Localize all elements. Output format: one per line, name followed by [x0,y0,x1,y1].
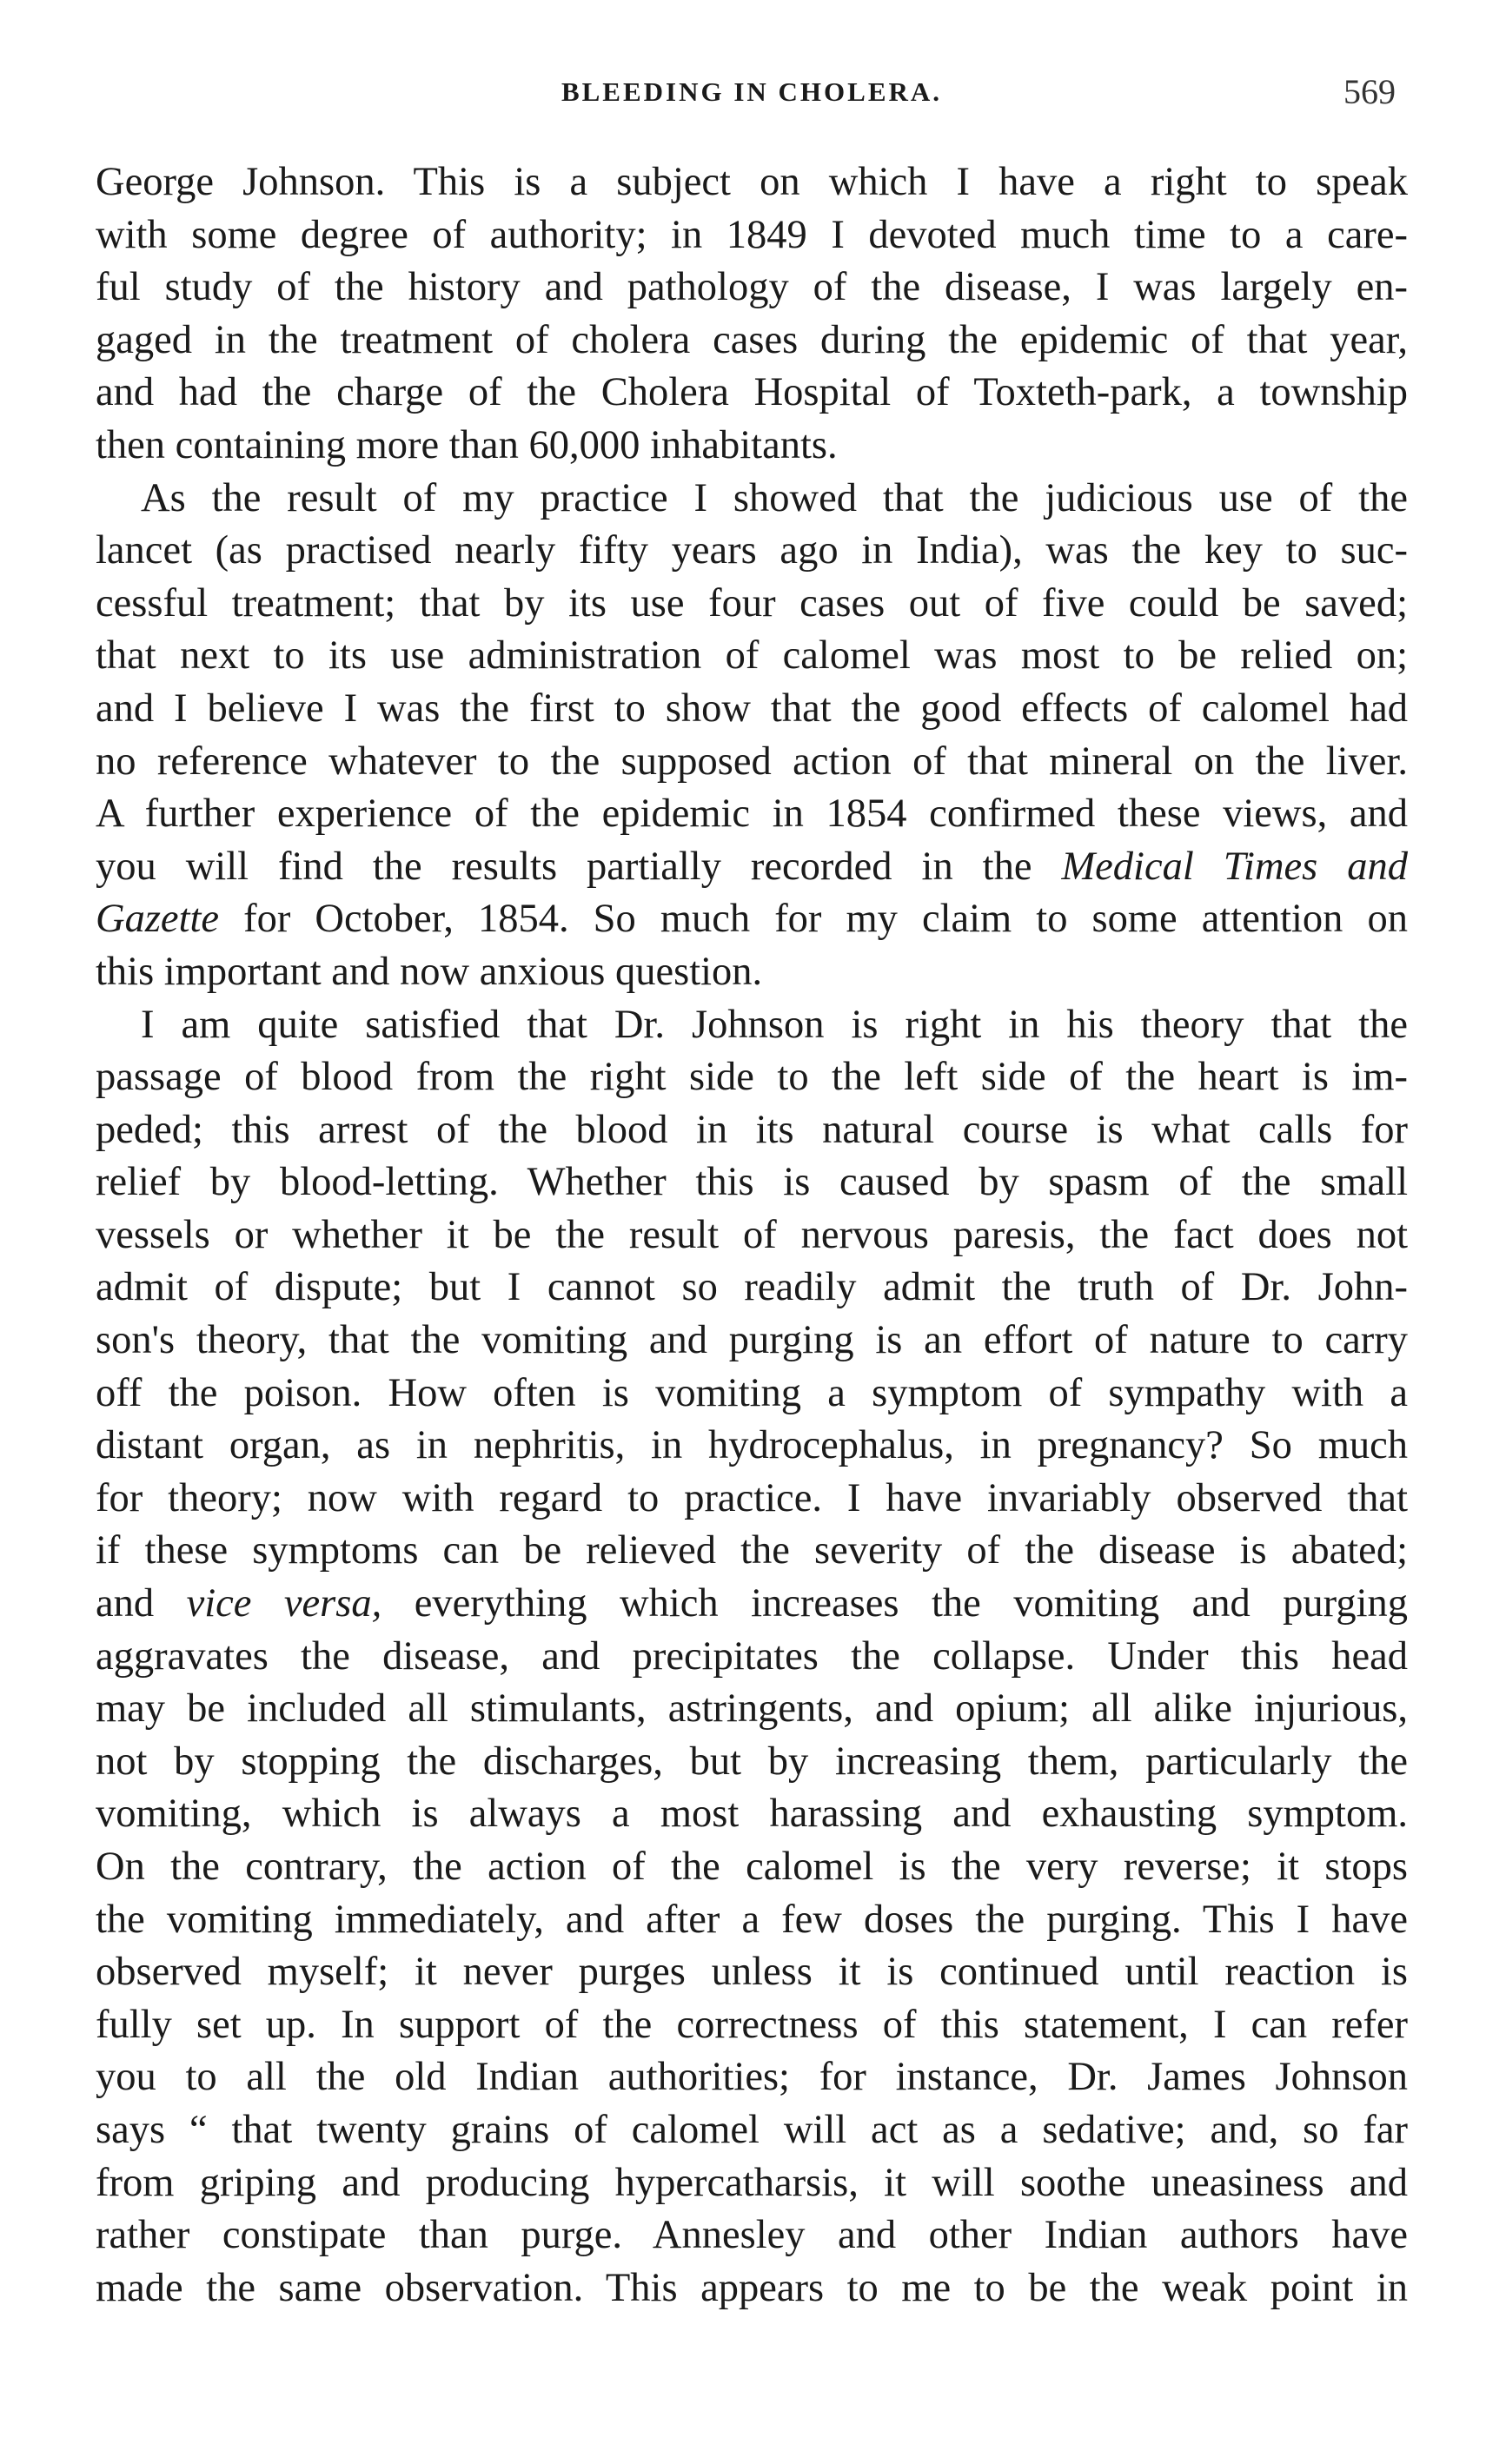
page-header [96,72,1408,129]
text-line: peded; this arrest of the blood in its natural course is what calls for [96,1107,1408,1152]
text-line: rather constipate than purge. Annesley and other Indian authors have [96,2213,1408,2258]
text-line: fully set up. In support of the correctness of this statement, I can refer [96,2002,1408,2047]
text-line: vessels or whether it be the result of nervous paresis, the fact does not [96,1212,1408,1257]
text-line: you will find the results partially recorded in the Medical Times and [96,844,1408,889]
text-line: the vomiting immediately, and after a few doses the purging. This I have [96,1897,1408,1942]
text-line: may be included all stimulants, astringents, and opium; all alike injurious, [96,1686,1408,1732]
text-line: On the contrary, the action of the calomel is the very reverse; it stops [96,1845,1408,1889]
text-line: and had the charge of the Cholera Hospital of Toxteth-park, a township [96,370,1408,415]
text-line: with some degree of authority; in 1849 I devoted much time to a care- [96,212,1408,257]
text-line: passage of blood from the right side to the left side of the heart is im- [96,1055,1408,1100]
text-line: then containing more than 60,000 inhabitants. [96,422,838,467]
text-line: Gazette for October, 1854. So much for my claim to some attention on [96,897,1408,942]
text-line: no reference whatever to the supposed action of that mineral on the liver. [96,739,1408,784]
text-line: if these symptoms can be relieved the severity of the disease is abated; [96,1528,1408,1573]
text-line: for theory; now with regard to practice. I have invariably observed that [96,1475,1408,1520]
text-line: gaged in the treatment of cholera cases during the epidemic of that year, [96,317,1408,362]
paragraph-1 [96,156,1408,473]
paragraph-3 [96,999,1408,2315]
text-line: off the poison. How often is vomiting a symptom of sympathy with a [96,1370,1408,1415]
text-line: cessful treatment; that by its use four cases out of five could be saved; [96,580,1408,626]
text-line: son's theory, that the vomiting and purging is an effort of nature to carry [96,1318,1408,1363]
text-line: vomiting, which is always a most harassing and exhausting symptom. [96,1792,1408,1837]
text-line: you to all the old Indian authorities; for instance, Dr. James Johnson [96,2055,1408,2100]
text-line: I am quite satisfied that Dr. Johnson is right in his theory that the [141,1002,1408,1047]
text-line: relief by blood-letting. Whether this is caused by spasm of the small [96,1160,1408,1205]
text-line: observed myself; it never purges unless it is continued until reaction is [96,1950,1408,1995]
text-line: ful study of the history and pathology of the disease, I was largely en- [96,265,1408,310]
text-line: this important and now anxious question. [96,949,763,994]
text-line: admit of dispute; but I cannot so readily admit the truth of Dr. John- [96,1265,1408,1310]
text-line: As the result of my practice I showed that the judicious use of the [141,475,1408,520]
text-line: from griping and producing hypercatharsis, it will soothe uneasiness and [96,2160,1408,2205]
running-head: BLEEDING IN CHOLERA. [561,76,943,107]
text-line: aggravates the disease, and precipitates the collapse. Under this head [96,1633,1408,1679]
text-line: made the same observation. This appears to me to be the weak point in [96,2265,1408,2310]
text-line: that next to its use administration of calomel was most to be relied on; [96,633,1408,679]
paragraph-2 [96,473,1408,999]
text-line: not by stopping the discharges, but by increasing them, particularly the [96,1739,1408,1784]
text-line: George Johnson. This is a subject on which I have a right to speak [96,160,1408,204]
text-line: distant organ, as in nephritis, in hydrocephalus, in pregnancy? So much [96,1423,1408,1468]
body-text [96,156,1408,2315]
text-line: and I believe I was the first to show that the good effects of calomel had [96,686,1408,731]
text-line: lancet (as practised nearly fifty years ago in India), was the key to suc- [96,528,1408,573]
page-number: 569 [1343,72,1396,111]
text-line: says “ that twenty grains of calomel will act as a sedative; and, so far [96,2107,1408,2152]
text-line: and vice versa, everything which increases the vomiting and purging [96,1581,1408,1626]
text-line: A further experience of the epidemic in 1854 confirmed these views, and [96,792,1408,837]
